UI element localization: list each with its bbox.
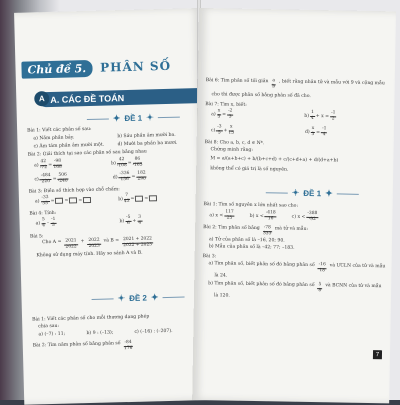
- exercise-3-row: [35, 193, 158, 206]
- fraction: $\frac{-5}{6}$: [126, 214, 131, 226]
- divider: [266, 192, 288, 193]
- item-label: b): [111, 160, 116, 166]
- exercise-7: Bài 7: Tìm x, biết:: [205, 102, 247, 108]
- fraction: $\frac{-484}{220}$: [40, 172, 51, 184]
- divider: [92, 298, 114, 300]
- exercise-2-2: [33, 341, 134, 354]
- exercise-2-1-cont: chia sau:: [38, 323, 60, 330]
- fraction: $\frac{x}{15}$: [228, 124, 234, 136]
- exercise-r2: [203, 225, 308, 237]
- exercise-r1c: [292, 212, 320, 223]
- exercise-7d: d) $\frac{x}{3}$ = $\frac{-1}{4}$: [304, 125, 327, 137]
- item-label: a): [35, 220, 41, 226]
- fraction: $\frac{x}{3}$: [311, 125, 315, 137]
- exercise-2b: b) $\frac{42}{-108}$ = $\frac{86}{-165}$: [111, 156, 143, 168]
- item-text: và BCNN của tử và mẫu: [325, 283, 382, 290]
- exercise-3a: a) $\frac{-33}{35}$ = = =: [35, 195, 92, 207]
- section-header: [38, 88, 205, 107]
- exercise-3b: b) $\frac{7}{43}$ = =: [118, 193, 158, 204]
- fraction: $\frac{-84}{176}$: [123, 339, 133, 351]
- item-text: và ƯCLN của tử và mẫu: [329, 263, 386, 270]
- fraction: $\frac{-33}{35}$: [41, 195, 49, 206]
- fraction: $\frac{5}{4}$: [41, 217, 46, 228]
- exercise-r1b: [250, 211, 278, 222]
- exercise-1c: c) Âm tám phần âm mười một.: [33, 142, 105, 150]
- exam-heading-right: [266, 187, 359, 200]
- item-label: Bài 2: Tìm phân số bằng: [203, 225, 260, 232]
- item-label: c): [34, 176, 39, 183]
- exercise-1: Bài 1: Viết các phân số sau:: [27, 126, 92, 134]
- fraction: $\frac{-1}{5}$: [51, 216, 56, 228]
- fraction: $\frac{-336}{156}$: [119, 170, 130, 182]
- right-page: [192, 8, 396, 403]
- item-text: , biết rằng nhân tử và mẫu với 9 và cộng mẫu: [279, 79, 385, 87]
- exercise-2-1b: b) 9 : (–13);: [86, 330, 114, 337]
- exercise-2-1: Bài 1: Viết các phân số cho mỗi thương dạng phép: [32, 314, 150, 323]
- exam-heading-1: [87, 112, 180, 125]
- exercise-r3b: [208, 281, 382, 294]
- exercise-7c: c) $\frac{-3}{5}$ + $\frac{x}{15}$: [210, 124, 234, 136]
- item-label: a): [34, 198, 40, 205]
- exercise-8: Bài 8: Cho a, b, c, d ∈ N*.: [204, 140, 265, 147]
- fraction: $\frac{42}{-72}$: [39, 159, 48, 170]
- item-label: a): [34, 162, 39, 169]
- divider: [158, 117, 180, 119]
- exercise-2a: a) $\frac{42}{-72}$ = $\frac{-98}{168}$: [34, 158, 62, 170]
- exercise-1a: a) Năm phần bảy.: [33, 135, 75, 142]
- divider: [162, 297, 184, 299]
- fraction: $\frac{1}{4}$: [310, 109, 314, 121]
- item-label: Cho A =: [42, 239, 62, 246]
- item-text: mà tử và mẫu:: [274, 226, 309, 232]
- exercise-r3a: [208, 261, 385, 274]
- star-icon: ✦: [146, 112, 154, 123]
- chapter-title: PHÂN SỐ: [99, 58, 172, 75]
- chapter-header: [21, 56, 191, 78]
- fraction: $\frac{-1}{2}$: [331, 110, 336, 121]
- star-icon: ✦: [291, 187, 300, 198]
- left-page: [14, 8, 211, 405]
- star-icon: ✦: [112, 113, 121, 124]
- fraction: $\frac{-16}{18}$: [318, 262, 326, 273]
- item-label: a): [211, 111, 216, 117]
- section-bullet: A: [34, 91, 49, 106]
- page-number: 7: [373, 350, 382, 359]
- exercise-8-expression: M = a/(a+b+c) + b/(b+c+d) + c/(c+d+a) + d/(d+a+b): [210, 156, 339, 164]
- exercise-4a: a) $\frac{5}{4}$ – $\frac{-1}{5}$: [35, 216, 56, 228]
- fraction: $\frac{a}{b}$: [272, 78, 276, 89]
- item-label: Bài 6: Tìm phân số tối giản: [205, 78, 269, 85]
- exercise-5-question: Không sử dụng máy tính. Hãy so sánh A và B.: [36, 250, 143, 259]
- exercise-r2a: a) Tử của phân số là –16, 20; 90.: [208, 237, 285, 244]
- exercise-2-1a: a) (–7) : 11;: [38, 331, 66, 338]
- chapter-tag: Chủ đề 5.: [21, 59, 92, 78]
- item-label: Bài 2: Tìm năm phân số bằng phân số: [32, 341, 121, 349]
- fraction: $\frac{42}{-108}$: [116, 157, 127, 168]
- fraction: $\frac{506}{-240}$: [57, 172, 68, 184]
- exercise-2-row-1: [34, 158, 144, 171]
- fraction: $\frac{-78}{333}$: [262, 225, 272, 236]
- exercise-8-line-2: Chứng minh rằng:: [210, 147, 253, 153]
- blank-box: [83, 197, 91, 203]
- fraction: $\frac{86}{-165}$: [132, 156, 143, 168]
- star-icon: ✦: [117, 293, 126, 304]
- exercise-6-cont: cho thì được phân số bằng phân số đã cho.: [211, 92, 311, 99]
- item-label: b) Tìm phân số, biết phân số đó bằng phân số: [208, 281, 315, 289]
- exercise-2: Bài 2: Giải thích tại sao các phân số sau bằng nhau: [27, 149, 147, 158]
- exercise-7-row-1: [211, 109, 337, 121]
- fraction: $\frac{5}{8}$: [318, 282, 322, 293]
- fraction: $\frac{117}{25}$: [225, 209, 234, 221]
- star-icon: ✦: [150, 292, 159, 303]
- exercise-r2b: b) Mẫu của phân số là –42; 77; –183.: [208, 244, 295, 251]
- item-label: d): [112, 174, 118, 180]
- item-label: và B =: [103, 238, 120, 244]
- exercise-7b: b) $\frac{1}{4}$ + x = $\frac{-1}{2}$: [304, 109, 336, 121]
- exercise-2d: d) $\frac{-336}{156}$ = $\frac{182}{290}$: [112, 170, 146, 182]
- blank-box: [55, 198, 63, 204]
- item-label: b): [119, 218, 125, 224]
- exercise-7a: a) $\frac{x}{5}$ = $\frac{-2}{3}$: [211, 108, 233, 120]
- exercise-2-1c: c) (–16) : (–207).: [134, 328, 173, 335]
- fraction: $\frac{-418}{16}$: [265, 210, 276, 221]
- item-label: b): [118, 196, 123, 202]
- divider: [337, 193, 359, 194]
- exam-title: ĐỀ 1: [303, 188, 322, 199]
- exercise-4b: b) $\frac{-5}{6}$ + $\frac{3}{4}$: [119, 214, 142, 226]
- exercise-3: Bài 3: Điền số thích hợp vào chỗ chấm:: [28, 187, 120, 195]
- fraction: $\frac{2022}{2023}$: [88, 237, 100, 249]
- exam-title: ĐỀ 2: [129, 293, 148, 303]
- blank-box: [135, 196, 143, 202]
- exercise-2-row-2: [34, 171, 148, 184]
- blank-box: [149, 195, 157, 201]
- divider: [87, 118, 109, 120]
- fraction: $\frac{7}{43}$: [123, 192, 130, 204]
- fraction: $\frac{-98}{168}$: [53, 158, 62, 170]
- exercise-r1a: [209, 210, 235, 221]
- exercise-r3: Bài 3:: [202, 254, 217, 260]
- exercise-r3a-cont: là 24.: [214, 273, 228, 279]
- exercise-1d: d) Mười ba phần ba mươi.: [117, 140, 178, 148]
- fraction: $\frac{2021 + 2022}{2022 + 2023}$: [123, 236, 153, 248]
- exercise-r1: Bài 1: Tìm số nguyên x lớn nhất sao cho:: [203, 202, 299, 209]
- fraction: $\frac{2021}{2022}$: [65, 238, 77, 250]
- fraction: $\frac{-388}{-92}$: [307, 210, 318, 222]
- fraction: $\frac{182}{290}$: [137, 170, 146, 182]
- exercise-r1-row: [209, 210, 319, 222]
- exercise-1b: b) Sáu phần âm mười ba.: [117, 132, 176, 140]
- item-label: b): [304, 113, 310, 119]
- section-title: A. CÁC ĐỀ TOÁN: [50, 92, 125, 105]
- fraction: $\frac{-2}{3}$: [228, 108, 233, 120]
- item-label: c) x <: [291, 214, 306, 220]
- exercise-6: [206, 78, 385, 91]
- exercise-2c: c) $\frac{-484}{220}$ = $\frac{506}{-240}$: [34, 172, 68, 184]
- fraction: $\frac{-1}{4}$: [322, 126, 327, 137]
- star-icon: ✦: [325, 188, 333, 199]
- fraction: $\frac{x}{5}$: [217, 108, 221, 119]
- exercise-5-row: Cho A = $\frac{2021}{2022}$ + $\frac{2022}{2023}$ và B = $\frac{2021 + 2022}{2022 + 2023}$: [42, 236, 153, 250]
- fraction: $\frac{3}{4}$: [138, 214, 142, 226]
- item-label: b) x <: [249, 213, 264, 219]
- exercise-4: Bài 4: Tính:: [29, 210, 57, 217]
- item-label: c): [210, 127, 216, 133]
- item-label: a) Tìm phân số, biết phân số đó bằng phân số: [208, 261, 315, 269]
- exam-heading-2: [91, 292, 184, 305]
- exercise-7-row-2: [211, 125, 329, 137]
- exercise-8-line-3: không thể có giá trị là số nguyên.: [210, 166, 289, 173]
- exercise-4-row: [35, 216, 143, 229]
- exercise-r3b-cont: là 120.: [213, 293, 230, 299]
- item-label: a) x <: [209, 212, 224, 219]
- exercise-5: Bài 5:: [29, 234, 44, 240]
- fraction: $\frac{-3}{5}$: [217, 124, 222, 135]
- blank-box: [69, 197, 77, 203]
- item-label: d): [304, 129, 310, 135]
- exam-title: ĐỀ 1: [124, 113, 143, 124]
